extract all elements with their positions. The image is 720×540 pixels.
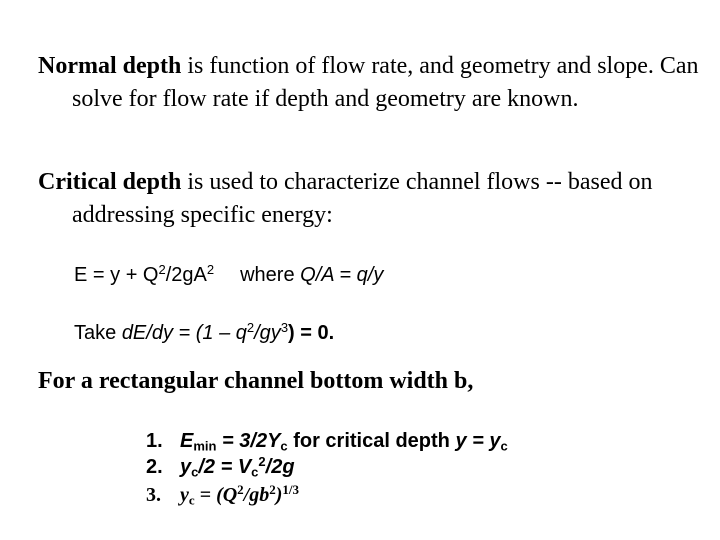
derivative-end: ) = 0. — [288, 322, 335, 344]
yc-symbol: y — [180, 456, 192, 478]
yc-symbol: y — [180, 484, 189, 506]
y-equals-yc: y = y — [455, 430, 501, 452]
emin-symbol: E — [180, 430, 194, 452]
derivative-expr: dE/dy = (1 – q — [121, 322, 247, 344]
specific-energy-equation — [74, 262, 383, 288]
emin-equation: = 3/2Y — [216, 430, 281, 452]
vc-subscript: c — [251, 464, 259, 480]
critical-depth-note: for critical depth — [287, 430, 456, 452]
normal-depth-term: Normal depth — [38, 53, 182, 79]
derivative-exp1: 2 — [246, 319, 255, 335]
rectangular-channel-heading: For a rectangular channel bottom width b, — [38, 368, 474, 394]
yc-subscript: c — [188, 492, 195, 508]
b-exponent: 2 — [269, 481, 276, 497]
energy-eq-exp2: 2 — [206, 261, 215, 277]
list-item-3 — [146, 483, 299, 508]
energy-eq-exp1: 2 — [158, 261, 166, 277]
energy-eq-where: where — [240, 264, 301, 286]
emin-subscript: min — [193, 438, 217, 454]
cube-root-exponent: 1/3 — [282, 481, 300, 497]
list-number: 2. — [146, 456, 163, 478]
half-yc-equation: /2 = V — [198, 456, 252, 478]
q-exponent: 2 — [237, 481, 244, 497]
derivative-equation — [74, 320, 334, 346]
list-item-1 — [146, 429, 508, 454]
energy-eq-ratio: Q/A = q/y — [300, 264, 384, 286]
energy-eq-mid: /2g — [165, 264, 194, 286]
yc-subscript-2: c — [500, 438, 508, 454]
energy-eq-lhs: E = y + Q — [74, 264, 159, 286]
over-gb: /gb — [243, 484, 270, 506]
normal-depth-text: is function of flow rate, and geometry and slope. Can solve for flow rate if depth and geometry are known. — [72, 53, 699, 112]
derivative-prefix: Take — [74, 322, 122, 344]
over-2g: /2g — [265, 456, 295, 478]
list-number: 1. — [146, 430, 163, 452]
derivative-mid: /gy — [254, 322, 281, 344]
derivative-exp2: 3 — [280, 319, 289, 335]
critical-depth-paragraph — [38, 166, 712, 232]
list-item-2 — [146, 455, 295, 480]
vc-exponent: 2 — [258, 453, 266, 469]
yc-equation: = (Q — [194, 484, 238, 506]
critical-depth-text: is used to characterize channel flows -- based on addressing specific energy: — [72, 169, 653, 228]
energy-eq-area: A — [193, 264, 207, 286]
critical-depth-term: Critical depth — [38, 169, 182, 195]
close-paren: ) — [275, 484, 283, 506]
yc-subscript: c — [191, 464, 199, 480]
normal-depth-paragraph — [38, 50, 712, 116]
yc-subscript: c — [280, 438, 288, 454]
list-number: 3. — [146, 484, 161, 506]
